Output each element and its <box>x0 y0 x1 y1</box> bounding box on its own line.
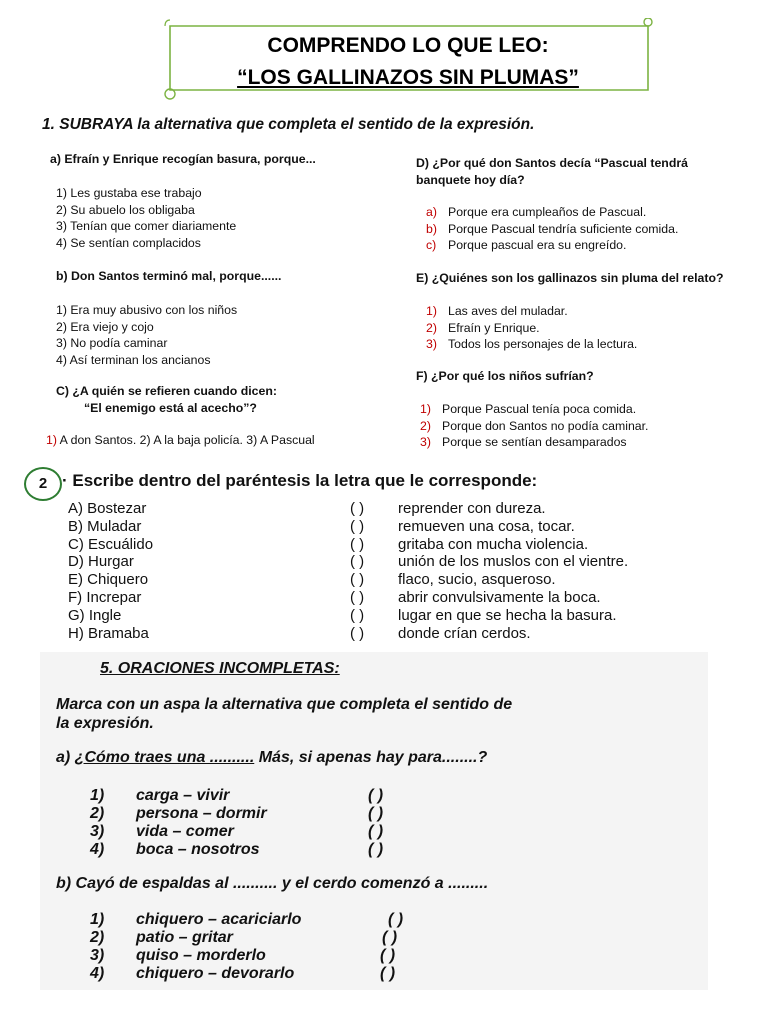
option-text: boca – nosotros <box>136 841 260 858</box>
answer-blank[interactable]: ( ) <box>350 624 365 642</box>
word-item: B) Muladar <box>68 517 142 535</box>
question-f: F) ¿Por qué los niños sufrían? <box>416 369 594 383</box>
answer-blank[interactable]: ( ) <box>350 535 365 553</box>
word-item: E) Chiquero <box>68 571 149 589</box>
answer-box[interactable]: ( ) <box>368 841 384 858</box>
question-c-line2: “El enemigo está al acecho”? <box>84 401 257 415</box>
option <box>90 841 383 859</box>
answer-parentheses <box>350 500 364 642</box>
definition-item: reprender con dureza. <box>398 500 546 517</box>
definition-item: unión de los muslos con el vientre. <box>398 553 629 571</box>
option-number: 1) <box>426 304 437 318</box>
answer-box[interactable]: ( ) <box>382 929 398 946</box>
section5-question-b: b) Cayó de espaldas al .......... y el cerdo comenzó a ......... <box>56 875 489 892</box>
answer-box[interactable]: ( ) <box>380 965 396 982</box>
option-number: a) <box>426 205 437 219</box>
title-banner <box>160 18 656 100</box>
story-title: “LOS GALLINAZOS SIN PLUMAS” <box>237 66 579 89</box>
option-number: 3) <box>426 337 437 351</box>
option: 4) Se sentían complacidos <box>56 235 201 250</box>
definition-item: flaco, sucio, asqueroso. <box>398 571 556 589</box>
option-text: Porque Pascual tendría suficiente comida. <box>448 221 679 236</box>
section2-number-badge: 2 <box>24 467 62 501</box>
question-d-options <box>426 204 678 254</box>
option: 1) Era muy abusivo con los niños <box>56 303 238 317</box>
option-number: c) <box>426 238 437 252</box>
option-text: quiso – morderlo <box>136 947 266 964</box>
option-text: Porque se sentían desamparados <box>442 435 627 449</box>
option-text: vida – comer <box>136 823 234 840</box>
word-item: D) Hurgar <box>68 553 134 571</box>
option-number: 3) <box>420 435 431 449</box>
worksheet-title: COMPRENDO LO QUE LEO: <box>267 34 549 57</box>
option-text: A don Santos. 2) A la baja policía. 3) A Pascual <box>56 433 315 447</box>
option <box>90 787 383 805</box>
option <box>90 911 403 929</box>
option <box>426 237 678 254</box>
section2-instruction-text: Escribe dentro del paréntesis la letra que le corresponde: <box>72 471 538 490</box>
option-number: 4) <box>90 841 105 858</box>
option <box>90 965 403 983</box>
answer-blank[interactable]: ( ) <box>350 500 365 517</box>
answer-box[interactable]: ( ) <box>388 911 404 928</box>
question-a-underlined: ¿Cómo traes una .......... <box>74 749 255 766</box>
option-number: b) <box>426 221 437 236</box>
section5-instruction-line2: la expresión. <box>56 715 154 732</box>
question-c-line1: C) ¿A quién se refieren cuando dicen: <box>56 384 277 398</box>
option-number: 2) <box>90 929 105 946</box>
option-text: persona – dormir <box>136 805 267 822</box>
question-e: E) ¿Quiénes son los gallinazos sin pluma del relato? <box>416 271 724 285</box>
option-text: Porque pascual era su engreído. <box>448 238 627 252</box>
option-number: 3) <box>90 823 105 840</box>
option <box>420 401 648 418</box>
option-text: Todos los personajes de la lectura. <box>448 337 638 351</box>
answer-box[interactable]: ( ) <box>368 787 384 804</box>
option-text: carga – vivir <box>136 787 230 804</box>
option <box>90 823 383 841</box>
option-text: Porque don Santos no podía caminar. <box>442 418 649 433</box>
word-item: H) Bramaba <box>68 624 149 642</box>
option-number: 2) <box>90 805 105 822</box>
option-text: Efraín y Enrique. <box>448 320 540 335</box>
section5-b-options <box>90 911 403 983</box>
option-text: chiquero – acariciarlo <box>136 911 302 928</box>
option-number: 3) <box>90 947 105 964</box>
answer-box[interactable]: ( ) <box>368 805 384 822</box>
option-number: 1) <box>46 433 57 447</box>
question-a: a) Efraín y Enrique recogían basura, porque... <box>50 152 316 166</box>
definition-item: abrir convulsivamente la boca. <box>398 588 601 606</box>
section5-instruction-line1: Marca con un aspa la alternativa que completa el sentido de <box>56 696 513 713</box>
option: 3) No podía caminar <box>56 336 168 350</box>
question-d <box>416 155 688 189</box>
option-text: Las aves del muladar. <box>448 304 568 318</box>
vocabulary-words <box>68 500 153 642</box>
question-d-line2: banquete hoy día? <box>416 173 525 187</box>
option <box>420 434 648 451</box>
option-text: Porque Pascual tenía poca comida. <box>442 402 637 416</box>
option: 2) Era viejo y cojo <box>56 319 154 334</box>
section5-question-a <box>56 749 487 767</box>
option-text: Porque era cumpleaños de Pascual. <box>448 205 647 219</box>
definition-item: gritaba con mucha violencia. <box>398 535 589 553</box>
definitions <box>398 500 628 642</box>
option <box>90 805 383 823</box>
word-item: C) Escuálido <box>68 535 154 553</box>
option <box>420 418 648 435</box>
question-a-options <box>56 185 236 251</box>
answer-blank[interactable]: ( ) <box>350 517 365 535</box>
option-number: 1) <box>90 787 105 804</box>
word-item: G) Ingle <box>68 606 122 624</box>
option <box>426 320 637 337</box>
option-number: 2) <box>420 418 431 433</box>
word-item: A) Bostezar <box>68 500 147 517</box>
question-c <box>56 383 277 417</box>
option-text: chiquero – devorarlo <box>136 965 295 982</box>
option: 2) Su abuelo los obligaba <box>56 202 195 217</box>
option-number: 4) <box>90 965 105 982</box>
option-text: patio – gritar <box>136 929 233 946</box>
option <box>426 204 678 221</box>
question-f-options <box>420 401 648 451</box>
definition-item: remueven una cosa, tocar. <box>398 517 575 535</box>
answer-blank[interactable]: ( ) <box>350 606 365 624</box>
section2-instruction: · Escribe dentro del paréntesis la letra que le corresponde: <box>62 471 538 490</box>
answer-blank[interactable]: ( ) <box>350 588 365 606</box>
option-number: 1) <box>420 402 431 416</box>
option: 4) Así terminan los ancianos <box>56 352 211 367</box>
option <box>90 947 403 965</box>
section5-title: 5. ORACIONES INCOMPLETAS: <box>100 660 340 677</box>
section1-instruction: 1. SUBRAYA la alternativa que completa el sentido de la expresión. <box>42 116 535 133</box>
answer-blank[interactable]: ( ) <box>350 571 365 589</box>
question-b: b) Don Santos terminó mal, porque...... <box>56 269 282 283</box>
definition-item: donde crían cerdos. <box>398 624 531 642</box>
option: 3) Tenían que comer diariamente <box>56 219 237 233</box>
question-b-options <box>56 302 237 368</box>
word-item: F) Increpar <box>68 588 142 606</box>
section5-box <box>40 652 708 990</box>
option <box>426 221 678 238</box>
option-number: 2) <box>426 320 437 335</box>
option <box>426 336 637 353</box>
answer-box[interactable]: ( ) <box>368 823 384 840</box>
answer-blank[interactable]: ( ) <box>350 553 365 571</box>
question-a-prefix: a) <box>56 749 75 766</box>
definition-item: lugar en que se hecha la basura. <box>398 606 617 624</box>
question-d-line1: D) ¿Por qué don Santos decía “Pascual tendrá <box>416 156 688 170</box>
answer-box[interactable]: ( ) <box>380 947 396 964</box>
section5-instruction <box>56 695 512 733</box>
option <box>90 929 403 947</box>
question-e-options <box>426 303 637 353</box>
option-number: 1) <box>90 911 105 928</box>
option: 1) Les gustaba ese trabajo <box>56 186 202 200</box>
section5-a-options <box>90 787 383 859</box>
question-a-rest: Más, si apenas hay para........? <box>254 749 488 766</box>
option <box>426 303 637 320</box>
question-c-options <box>46 432 315 449</box>
